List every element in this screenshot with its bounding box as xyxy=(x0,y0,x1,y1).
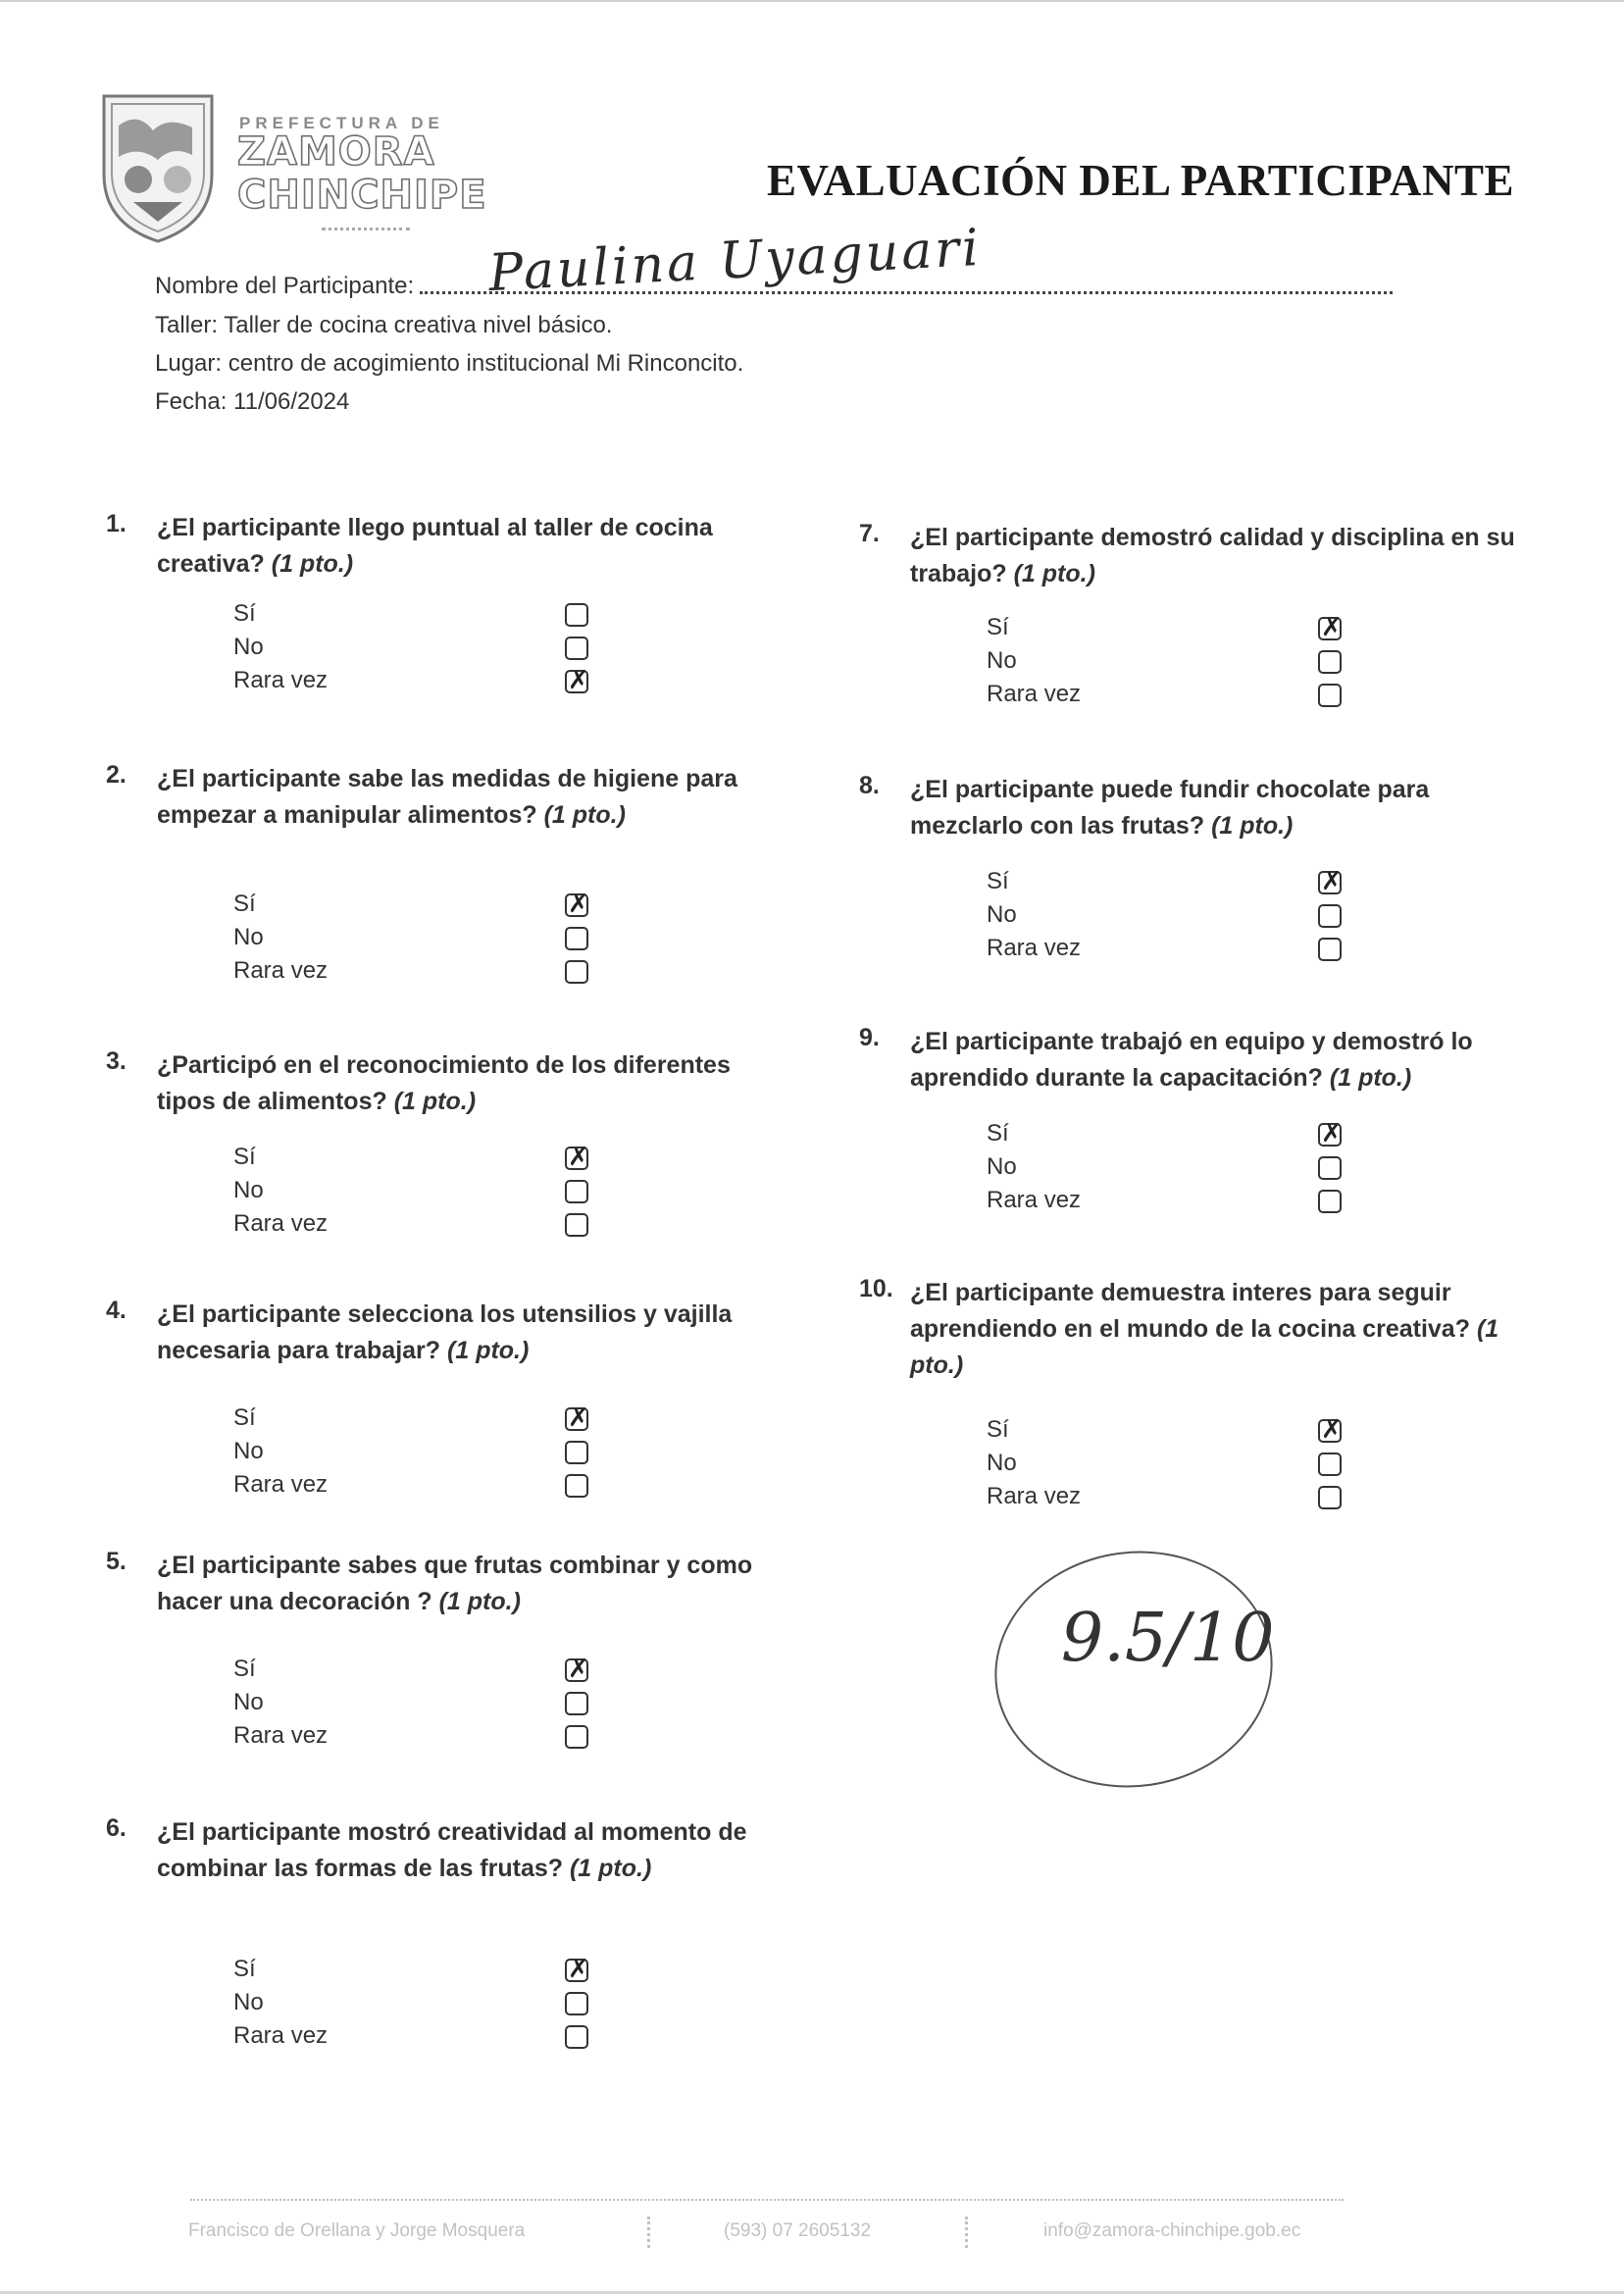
option-label: Sí xyxy=(987,1120,1009,1147)
question-points: (1 pto.) xyxy=(910,1315,1499,1379)
answer-option xyxy=(233,1989,645,2022)
question-9 xyxy=(859,1024,1546,1228)
question-text-body: ¿Participó en el reconocimiento de los diferentes tipos de alimentos? xyxy=(157,1051,731,1115)
answer-option xyxy=(233,1471,645,1504)
option-label: Rara vez xyxy=(987,681,1082,707)
question-text xyxy=(910,1275,1538,1384)
question-points: (1 pto.) xyxy=(543,801,626,829)
checked-checkbox[interactable] xyxy=(1318,1419,1342,1443)
question-text xyxy=(157,1814,785,1887)
answer-option xyxy=(233,1722,645,1756)
answer-options xyxy=(987,614,1398,714)
answer-options xyxy=(233,1404,645,1504)
option-label: No xyxy=(987,647,1017,674)
question-10 xyxy=(859,1275,1546,1524)
option-label: No xyxy=(233,924,264,950)
option-label: No xyxy=(233,1689,264,1715)
question-text xyxy=(157,1047,785,1120)
location-line: Lugar: centro de acogimiento institucional Mi Rinconcito. xyxy=(155,350,744,377)
question-points: (1 pto.) xyxy=(569,1855,652,1882)
option-label: Sí xyxy=(987,868,1009,894)
option-label: No xyxy=(233,1438,264,1464)
question-text-body: ¿El participante sabe las medidas de higiene para empezar a manipular alimentos? xyxy=(157,765,737,829)
question-text-body: ¿El participante puede fundir chocolate para mezclarlo con las frutas? xyxy=(910,776,1430,840)
answer-option xyxy=(987,1450,1398,1483)
checkbox[interactable] xyxy=(1318,904,1342,928)
question-text-body: ¿El participante sabes que frutas combinar y como hacer una decoración ? xyxy=(157,1552,753,1615)
answer-options xyxy=(233,600,645,700)
answer-options xyxy=(233,1656,645,1756)
question-5 xyxy=(106,1548,792,1763)
footer-phone: (593) 07 2605132 xyxy=(724,2220,872,2241)
answer-options xyxy=(233,1144,645,1244)
answer-option xyxy=(987,1483,1398,1516)
question-text xyxy=(157,761,785,834)
checkbox[interactable] xyxy=(565,637,588,660)
date-line: Fecha: 11/06/2024 xyxy=(155,388,350,415)
checkbox[interactable] xyxy=(565,1180,588,1203)
answer-option xyxy=(233,1656,645,1689)
checked-checkbox[interactable] xyxy=(565,670,588,693)
answer-option xyxy=(233,1438,645,1471)
question-points: (1 pto.) xyxy=(1329,1064,1412,1092)
checked-checkbox[interactable] xyxy=(565,1658,588,1682)
question-number: 9. xyxy=(859,1024,880,1051)
prefectura-logo xyxy=(94,86,506,253)
answer-option xyxy=(233,1689,645,1722)
question-text xyxy=(910,772,1538,844)
checkbox[interactable] xyxy=(1318,1453,1342,1476)
question-number: 4. xyxy=(106,1297,127,1324)
question-text-body: ¿El participante trabajó en equipo y demostró lo aprendido durante la capacitación? xyxy=(910,1028,1473,1092)
question-text xyxy=(157,1297,785,1369)
logo-tagline xyxy=(322,228,410,230)
question-number: 6. xyxy=(106,1814,127,1842)
checkbox[interactable] xyxy=(565,1213,588,1237)
question-1 xyxy=(106,510,792,708)
checkbox[interactable] xyxy=(1318,1190,1342,1213)
question-points: (1 pto.) xyxy=(1211,812,1294,840)
checked-checkbox[interactable] xyxy=(1318,1123,1342,1147)
scan-edge-top xyxy=(0,0,1624,2)
option-label: Rara vez xyxy=(233,1210,329,1237)
footer-separator xyxy=(647,2217,654,2248)
question-text-body: ¿El participante selecciona los utensilios y vajilla necesaria para trabajar? xyxy=(157,1300,733,1364)
answer-option xyxy=(987,935,1398,968)
checkbox[interactable] xyxy=(565,927,588,950)
question-text-body: ¿El participante demuestra interes para seguir aprendiendo en el mundo de la cocina creativa? xyxy=(910,1279,1470,1343)
option-label: Rara vez xyxy=(233,1722,329,1749)
answer-option xyxy=(233,1956,645,1989)
answer-option xyxy=(987,1153,1398,1187)
workshop-line: Taller: Taller de cocina creativa nivel básico. xyxy=(155,312,613,338)
checked-checkbox[interactable] xyxy=(565,1147,588,1170)
option-label: Sí xyxy=(233,891,256,917)
document-title: EVALUACIÓN DEL PARTICIPANTE xyxy=(766,156,1514,205)
checkbox[interactable] xyxy=(1318,1486,1342,1509)
seal-icon xyxy=(94,86,222,243)
checkbox[interactable] xyxy=(1318,1156,1342,1180)
answer-option xyxy=(233,1210,645,1244)
answer-option xyxy=(233,1404,645,1438)
checkbox[interactable] xyxy=(565,1992,588,2015)
option-label: No xyxy=(233,1177,264,1203)
answer-option xyxy=(987,868,1398,901)
option-label: Sí xyxy=(233,1404,256,1431)
checked-checkbox[interactable] xyxy=(1318,871,1342,894)
question-number: 1. xyxy=(106,510,127,537)
question-number: 8. xyxy=(859,772,880,799)
checkbox[interactable] xyxy=(565,2025,588,2049)
question-number: 5. xyxy=(106,1548,127,1575)
option-label: Rara vez xyxy=(233,957,329,984)
checked-checkbox[interactable] xyxy=(565,893,588,917)
footer-address: Francisco de Orellana y Jorge Mosquera xyxy=(188,2220,526,2241)
question-text xyxy=(157,510,785,583)
option-label: No xyxy=(987,1153,1017,1180)
option-label: Sí xyxy=(233,1144,256,1170)
answer-option xyxy=(233,634,645,667)
answer-option xyxy=(233,957,645,991)
question-text-body: ¿El participante demostró calidad y disciplina en su trabajo? xyxy=(910,524,1515,587)
question-number: 2. xyxy=(106,761,127,789)
checkbox[interactable] xyxy=(565,1692,588,1715)
checkbox[interactable] xyxy=(1318,684,1342,707)
option-label: Sí xyxy=(987,614,1009,640)
footer-separator xyxy=(965,2217,972,2248)
answer-options xyxy=(233,891,645,991)
answer-option xyxy=(233,600,645,634)
footer-divider xyxy=(190,2199,1344,2201)
participant-name-label: Nombre del Participante: xyxy=(155,273,415,299)
question-2 xyxy=(106,761,792,998)
answer-option xyxy=(987,614,1398,647)
option-label: Rara vez xyxy=(987,935,1082,961)
org-line1: PREFECTURA DE xyxy=(239,114,444,132)
question-text xyxy=(910,1024,1538,1096)
answer-option xyxy=(233,891,645,924)
question-points: (1 pto.) xyxy=(271,550,354,578)
checked-checkbox[interactable] xyxy=(565,1959,588,1982)
answer-option xyxy=(987,1416,1398,1450)
option-label: Rara vez xyxy=(233,667,329,693)
question-3 xyxy=(106,1047,792,1251)
checkbox[interactable] xyxy=(565,1441,588,1464)
option-label: Rara vez xyxy=(233,2022,329,2049)
footer-email: info@zamora-chinchipe.gob.ec xyxy=(1043,2220,1301,2241)
answer-option xyxy=(987,647,1398,681)
answer-options xyxy=(233,1956,645,2056)
answer-option xyxy=(233,1177,645,1210)
question-number: 7. xyxy=(859,520,880,547)
option-label: Rara vez xyxy=(987,1483,1082,1509)
answer-options xyxy=(987,868,1398,968)
checked-checkbox[interactable] xyxy=(1318,617,1342,640)
question-text xyxy=(157,1548,785,1620)
org-line3: CHINCHIPE xyxy=(237,173,487,218)
answer-option xyxy=(987,901,1398,935)
option-label: No xyxy=(987,1450,1017,1476)
option-label: Sí xyxy=(233,600,256,627)
option-label: Sí xyxy=(233,1656,256,1682)
checkbox[interactable] xyxy=(565,960,588,984)
option-label: No xyxy=(233,1989,264,2015)
question-text-body: ¿El participante llego puntual al taller de cocina creativa? xyxy=(157,514,713,578)
checked-checkbox[interactable] xyxy=(565,1407,588,1431)
checkbox[interactable] xyxy=(1318,650,1342,674)
checkbox[interactable] xyxy=(565,1725,588,1749)
answer-option xyxy=(233,924,645,957)
answer-option xyxy=(987,681,1398,714)
option-label: Rara vez xyxy=(233,1471,329,1498)
option-label: Sí xyxy=(987,1416,1009,1443)
answer-option xyxy=(987,1187,1398,1220)
answer-options xyxy=(987,1120,1398,1220)
question-8 xyxy=(859,772,1546,976)
answer-option xyxy=(233,1144,645,1177)
answer-option xyxy=(987,1120,1398,1153)
checkbox[interactable] xyxy=(565,1474,588,1498)
option-label: Rara vez xyxy=(987,1187,1082,1213)
score-handwritten: 9.5/10 xyxy=(1060,1599,1275,1677)
question-text xyxy=(910,520,1538,592)
org-line2: ZAMORA xyxy=(237,129,435,175)
answer-options xyxy=(987,1416,1398,1516)
question-points: (1 pto.) xyxy=(393,1088,477,1115)
question-6 xyxy=(106,1814,792,2064)
question-text-body: ¿El participante mostró creatividad al momento de combinar las formas de las frutas? xyxy=(157,1818,747,1882)
participant-name-handwritten: Paulina Uyaguari xyxy=(486,218,984,304)
question-4 xyxy=(106,1297,792,1512)
answer-option xyxy=(233,667,645,700)
answer-option xyxy=(233,2022,645,2056)
question-number: 10. xyxy=(859,1275,893,1302)
question-points: (1 pto.) xyxy=(447,1337,530,1364)
option-label: No xyxy=(233,634,264,660)
question-number: 3. xyxy=(106,1047,127,1075)
question-points: (1 pto.) xyxy=(438,1588,521,1615)
score-circle xyxy=(980,1533,1289,1805)
question-7 xyxy=(859,520,1546,722)
option-label: Sí xyxy=(233,1956,256,1982)
checkbox[interactable] xyxy=(1318,938,1342,961)
checkbox[interactable] xyxy=(565,603,588,627)
question-points: (1 pto.) xyxy=(1013,560,1095,587)
option-label: No xyxy=(987,901,1017,928)
